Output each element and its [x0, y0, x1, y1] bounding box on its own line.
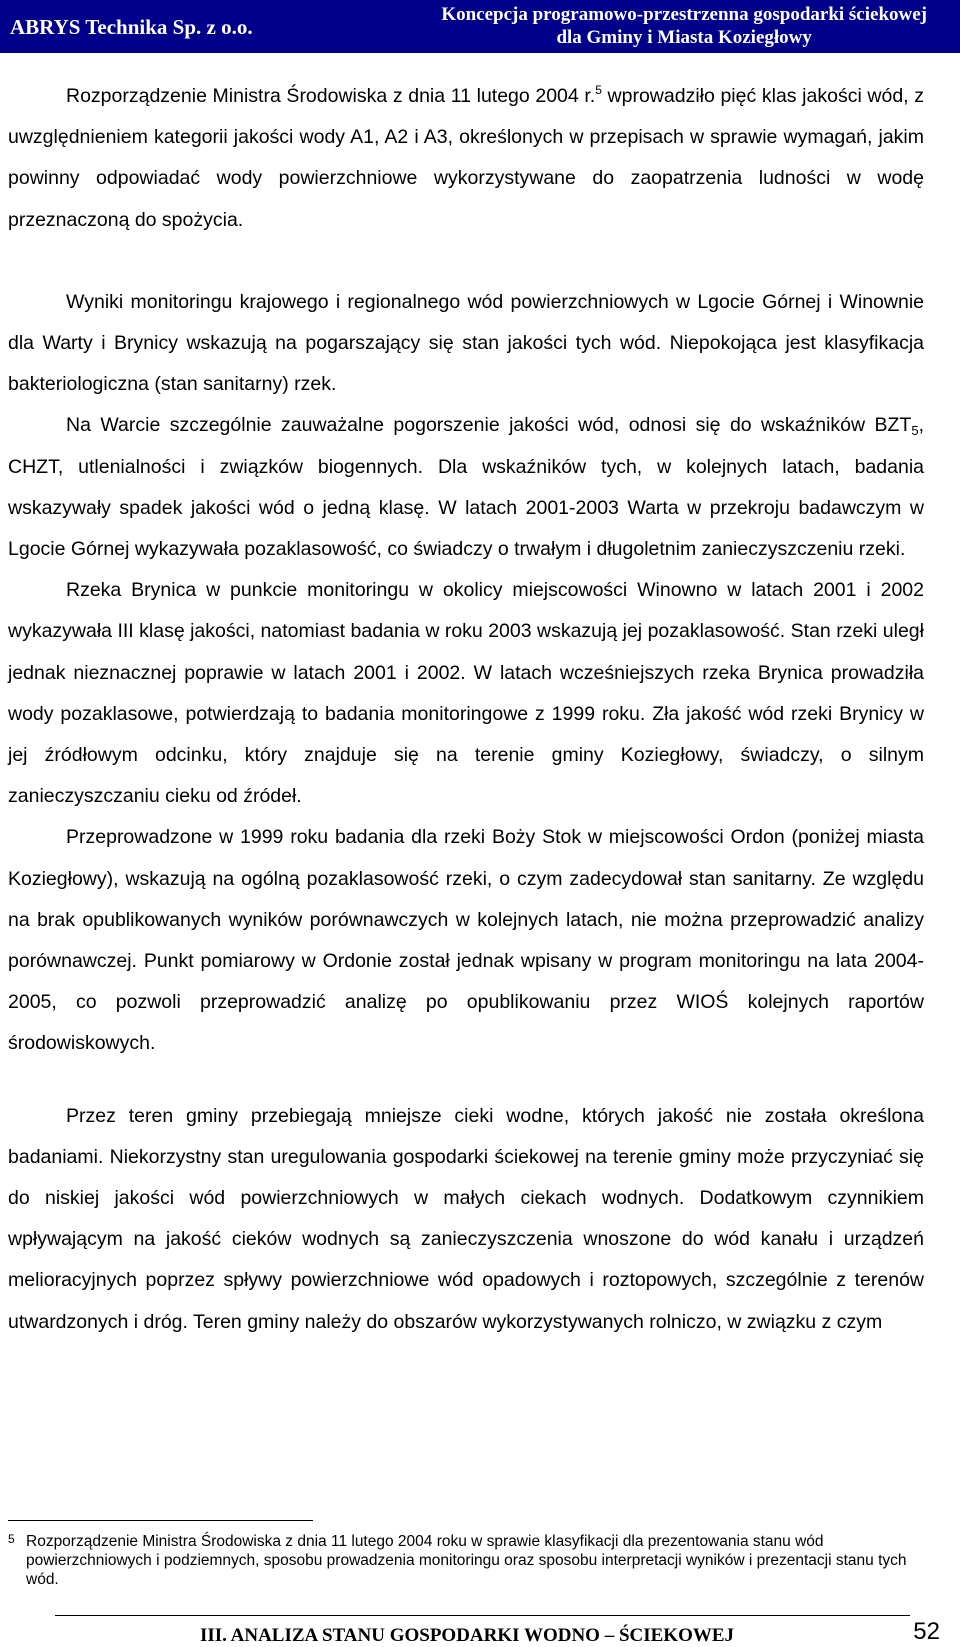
footnote-number: 5 [8, 1532, 15, 1546]
document-title-line-2: dla Gminy i Miasta Koziegłowy [556, 27, 812, 48]
page-number: 52 [913, 1618, 940, 1645]
paragraph-6: Przez teren gminy przebiegają mniejsze cieki wodne, których jakość nie została określona badaniami. Niekorzystny stan uregulowania gospodarki ściekowej na terenie gminy może przyczyniać się do niskiej jakości wód powierzchniowych w małych ciekach wodnych. Dodatkowym czynnikiem wpływającym na jakość cieków wodnych są zanieczyszczenia wnoszone do wód kanału i urządzeń melioracyjnych poprzez spływy powierzchniowe wód opadowych i roztopowych, szczególnie z terenów utwardzonych i dróg. Teren gminy należy do obszarów wykorzystywanych rolniczo, w związku z czym [8, 1104, 924, 1333]
footer-section-title: III. ANALIZA STANU GOSPODARKI WODNO – ŚCIEKOWEJ [200, 1625, 735, 1646]
footnote-text: Rozporządzenie Ministra Środowiska z dnia 11 lutego 2004 roku w sprawie klasyfikacji dla prezentowania stanu wód powierzchniowych i podziemnych, sposobu prowadzenia monitoringu oraz sposobu interpretacji wyników i prezentacji stanu tych wód. [26, 1533, 907, 1588]
footnote-reference: 5 [595, 83, 602, 97]
body-text [8, 76, 924, 1343]
page-header [0, 0, 960, 53]
footer-separator [55, 1615, 910, 1616]
paragraph-4: Rzeka Brynica w punkcie monitoringu w okolicy miejscowości Winowno w latach 2001 i 2002 wykazywała III klasę jakości, natomiast badania w roku 2003 wskazują jej pozaklasowość. Stan rzeki uległ jednak nieznacznej poprawie w latach 2001 i 2002. W latach wcześniejszych rzeka Brynica prowadziła wody pozaklasowe, potwierdzają to badania monitoringowe z 1999 roku. Zła jakość wód rzeki Brynicy w jej źródłowym odcinku, który znajduje się na terenie gminy Koziegłowy, świadczy, o silnym zanieczyszczaniu cieku od źródeł. [8, 579, 924, 808]
paragraph-1: Rozporządzenie Ministra Środowiska z dnia 11 lutego 2004 r.$^5$ wprowadziło pięć klas jakości wód, z uwzględnieniem kategorii jakości wody A1, A2 i A3, określonych w przepisach w sprawie wymagań, jakim powinny odpowiadać wody powierzchniowe wykorzystywane do zaopatrzenia ludności w wodę przeznaczoną do spożycia. [8, 83, 924, 231]
document-title-line-1: Koncepcja programowo-przestrzenna gospodarki ściekowej [441, 4, 927, 25]
footnote-separator [8, 1520, 313, 1521]
footnote [8, 1532, 908, 1589]
paragraph-5: Przeprowadzone w 1999 roku badania dla rzeki Boży Stok w miejscowości Ordon (poniżej miasta Koziegłowy), wskazują na ogólną pozaklasowość rzeki, o czym zadecydował stan sanitarny. Ze względu na brak opublikowanych wyników porównawczych w kolejnych latach, nie można przeprowadzić analizy porównawczej. Punkt pomiarowy w Ordonie został jednak wpisany w program monitoringu na lata 2004-2005, co pozwoli przeprowadzić analizę po opublikowaniu przez WIOŚ kolejnych raportów środowiskowych. [8, 826, 924, 1055]
document-title [441, 3, 927, 49]
subscript: 5 [911, 423, 919, 439]
company-name: ABRYS Technika Sp. z o.o. [10, 15, 253, 39]
paragraph-3: Na Warcie szczególnie zauważalne pogorszenie jakości wód, odnosi się do wskaźników $BZT_5$, CHZT, utlenialności i związków biogennych. Dla wskaźników tych, w kolejnych latach, badania wskazywały spadek jakości wód o jedną klasę. W latach 2001-2003 Warta w przekroju badawczym w Lgocie Górnej wykazywała pozaklasowość, co świadczy o trwałym i długoletnim zanieczyszczeniu rzeki. [8, 414, 924, 561]
paragraph-2: Wyniki monitoringu krajowego i regionalnego wód powierzchniowych w Lgocie Górnej i Winownie dla Warty i Brynicy wskazują na pogarszający się stan jakości tych wód. Niepokojąca jest klasyfikacja bakteriologiczna (stan sanitarny) rzek. [8, 290, 924, 396]
